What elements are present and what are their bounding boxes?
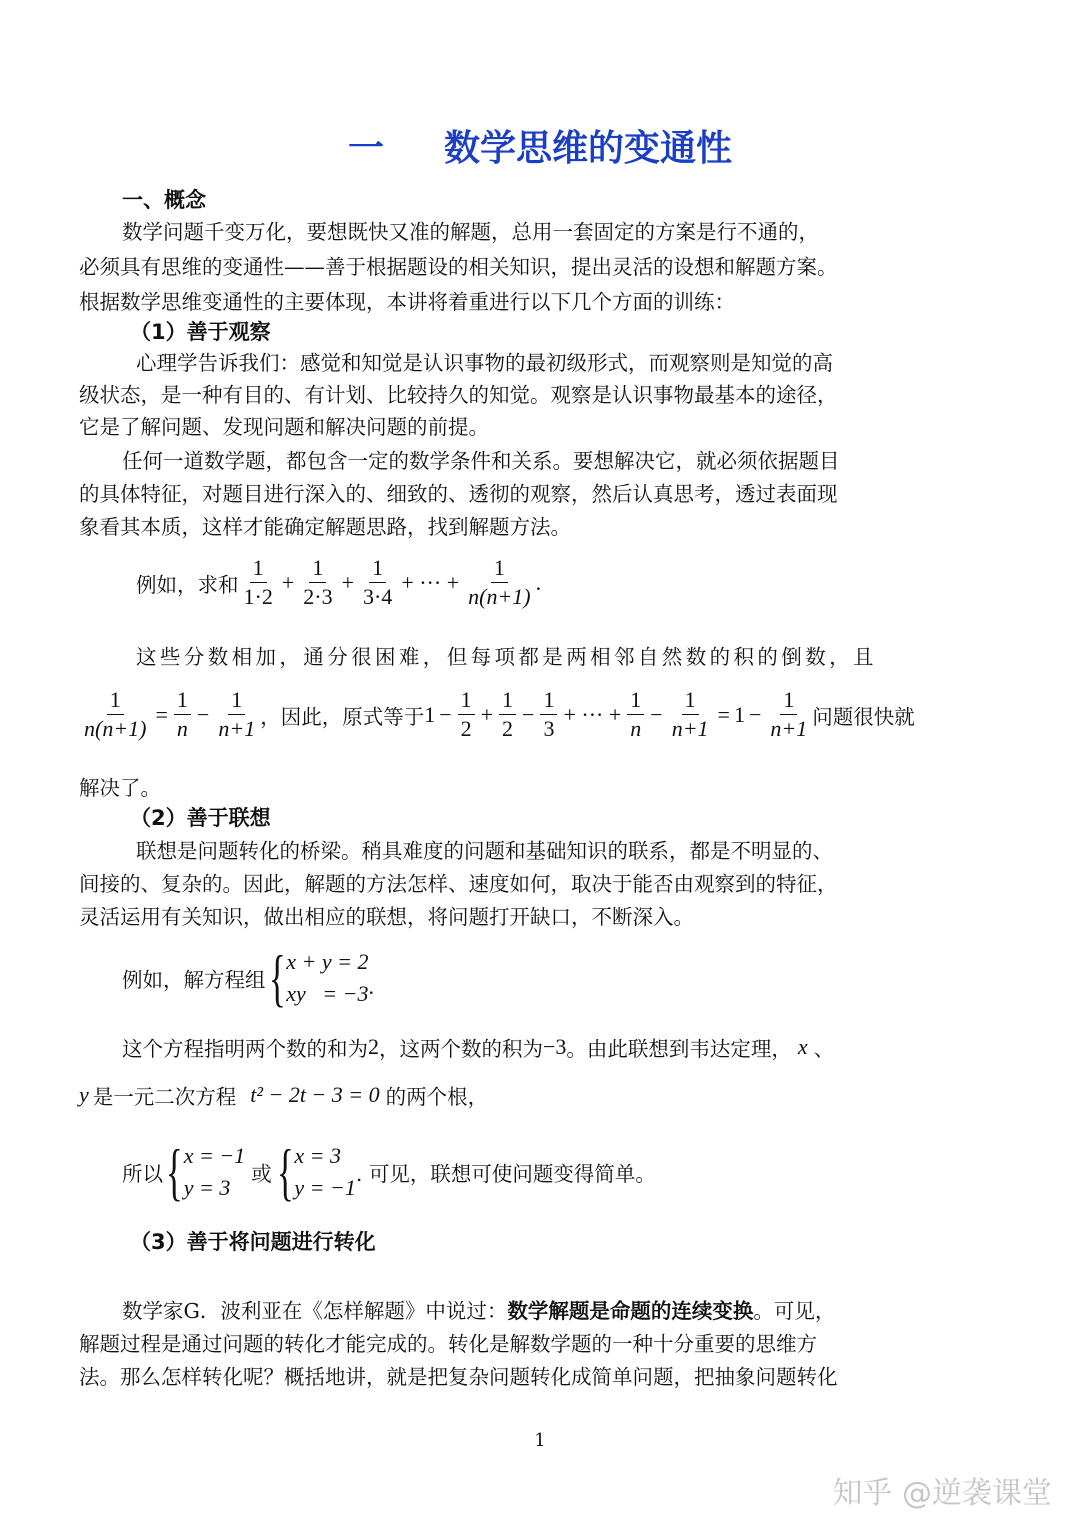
system-example (122, 942, 374, 1013)
solution-1 (184, 1140, 245, 1204)
text-span: ，这两个数的积为 (379, 1037, 543, 1061)
text-span: 是一元二次方程 (92, 1085, 237, 1109)
sum-example-prefix: 例如，求和 (136, 572, 239, 597)
observe-p2-line-1: 任何一道数学题，都包含一定的数学条件和关系。要想解决它，就必须依据题目 (122, 449, 840, 473)
fraction-1-over-3x4: $\frac{1}{3\cdot 4}$ (363, 555, 393, 609)
section-heading-concept: 一、概念 (122, 188, 206, 212)
fraction-1-over-n: $\frac{1}{n}$ (174, 688, 191, 741)
fraction-lhs: $\frac{1}{n(n+1)}$ (84, 687, 147, 741)
one: 1 (733, 701, 745, 727)
transform-line-3: 法。那么怎样转化呢？概括地讲，就是把复杂问题转化成简单问题，把抽象问题转化 (79, 1365, 838, 1389)
minus-sign: − (748, 701, 762, 727)
observe-p4: 解决了。 (79, 776, 161, 800)
fraction-1-over-2x3: $\frac{1}{2\cdot 3}$ (303, 555, 333, 609)
fraction-1-over-n-plus-1: $\frac{1}{n+1}$ (218, 687, 256, 741)
fraction-half: $\frac{1}{2}$ (458, 688, 475, 741)
subheading-transform: （3）善于将问题进行转化 (130, 1230, 376, 1254)
system-eq-2: xy = −3 (286, 981, 369, 1006)
title-text: 数学思维的变通性 (444, 128, 733, 169)
system-example-prefix: 例如，解方程组 (122, 968, 266, 992)
period: . (368, 974, 374, 999)
concept-line-3: 根据数学思维变通性的主要体现，本讲将着重进行以下几个方面的训练： (79, 290, 735, 314)
text-span: 这个方程指明两个数的和为 (122, 1037, 368, 1061)
var-y: y (79, 1082, 89, 1107)
text-span: 数学家G．波利亚在《怎样解题》中说过： (122, 1299, 508, 1323)
plus-sign: + (281, 569, 295, 595)
page-number: 1 (534, 1430, 546, 1451)
period: . (535, 569, 542, 595)
minus-sign: − (650, 701, 663, 727)
left-brace: { (276, 1136, 294, 1207)
transform-line-1 (122, 1294, 835, 1324)
telescoping-equation (79, 688, 915, 741)
solution-2 (294, 1140, 355, 1204)
sum-example (136, 556, 541, 609)
ellipsis-plus: + ··· + (401, 569, 460, 595)
text-span: 。由此联想到韦达定理， (566, 1037, 792, 1061)
or-text: 或 (251, 1162, 272, 1186)
observe-p1-line-2: 级状态，是一种有目的、有计划、比较持久的知觉。观察是认识事物最基本的途径， (79, 383, 838, 407)
equals-sign: = (155, 701, 168, 727)
var-x: x (797, 1034, 808, 1059)
sol2-y: y = −1 (294, 1175, 356, 1200)
observe-p2-line-3: 象看其本质，这样才能确定解题思路，找到解题方法。 (79, 515, 571, 539)
one: 1 (424, 701, 436, 727)
number-minus-three: −3 (543, 1034, 567, 1059)
text-span: 的两个根， (385, 1085, 489, 1109)
conclusion-text: . 可见，联想可使问题变得简单。 (355, 1162, 656, 1186)
solution-line (122, 1136, 656, 1207)
fraction-half-2: $\frac{1}{2}$ (499, 688, 516, 741)
associate-p1-line-2: 间接的、复杂的。因此，解题的方法怎样、速度如何，取决于能否由观察到的特征， (79, 872, 838, 896)
system-eq-1: x + y = 2 (286, 949, 369, 974)
left-brace: { (165, 1136, 183, 1207)
sol1-y: y = 3 (183, 1175, 231, 1200)
so-text: 所以 (122, 1162, 163, 1186)
minus-sign: − (439, 701, 452, 727)
associate-p1-line-1: 联想是问题转化的桥梁。稍具难度的问题和基础知识的联系，都是不明显的、 (136, 839, 833, 863)
bold-quote: 数学解题是命题的连续变换 (507, 1299, 754, 1323)
subheading-observe: （1）善于观察 (130, 320, 271, 344)
watermark: 知乎 @逆袭课堂 (832, 1476, 1052, 1511)
sol2-x: x = 3 (294, 1143, 342, 1168)
text-span: 、 (813, 1037, 835, 1061)
sol1-x: x = −1 (183, 1143, 246, 1168)
transform-line-2: 解题过程是通过问题的转化才能完成的。转化是解数学题的一种十分重要的思维方 (79, 1332, 817, 1356)
observe-p1-line-1: 心理学告诉我们：感觉和知觉是认识事物的最初级形式，而观察则是知觉的高 (136, 351, 833, 375)
fraction-1-over-n-plus-1-c: $\frac{1}{n+1}$ (770, 687, 808, 741)
vieta-line-1 (122, 1032, 834, 1062)
left-brace: { (268, 942, 286, 1013)
plus-sign: + (341, 569, 354, 595)
fraction-1-over-n-n-plus-1: $\frac{1}{n(n+1)}$ (468, 555, 531, 609)
number-two: 2 (368, 1034, 379, 1059)
fraction-third: $\frac{1}{3}$ (540, 688, 557, 741)
equation-tail-text: 问题很快就 (812, 704, 915, 729)
observe-p1-line-3: 它是了解问题、发现问题和解决问题的前提。 (79, 415, 489, 439)
title-number: 一 (347, 128, 384, 169)
quadratic-equation: t² − 2t − 3 = 0 (250, 1082, 380, 1107)
associate-p1-line-3: 灵活运用有关知识，做出相应的联想，将问题打开缺口，不断深入。 (79, 905, 694, 929)
concept-line-2: 必须具有思维的变通性——善于根据题设的相关知识，提出灵活的设想和解题方案。 (79, 255, 838, 279)
text-span: 。可见， (753, 1299, 836, 1323)
observe-p2-line-2: 的具体特征，对题目进行深入的、细致的、透彻的观察，然后认真思考，透过表面现 (79, 482, 838, 506)
fraction-1-over-n-b: $\frac{1}{n}$ (627, 688, 644, 741)
minus-sign: − (522, 701, 535, 727)
equation-system (286, 946, 368, 1010)
equals-sign: = (717, 701, 730, 727)
fraction-1-over-n-plus-1-b: $\frac{1}{n+1}$ (671, 687, 709, 741)
plus-sign: + (480, 701, 494, 727)
observe-p3: 这些分数相加，通分很困难，但每项都是两相邻自然数的积的倒数，且 (136, 645, 877, 669)
vieta-line-2 (79, 1080, 488, 1110)
equation-mid-text: ，因此，原式等于 (260, 704, 425, 729)
minus-sign: − (196, 701, 210, 727)
concept-line-1: 数学问题千变万化，要想既快又准的解题，总用一套固定的方案是行不通的， (122, 220, 819, 244)
subheading-associate: （2）善于联想 (130, 806, 271, 830)
fraction-1-over-1x2: $\frac{1}{1\cdot 2}$ (243, 555, 273, 609)
ellipsis-plus: + ··· + (563, 701, 622, 727)
page-title (0, 120, 1080, 171)
